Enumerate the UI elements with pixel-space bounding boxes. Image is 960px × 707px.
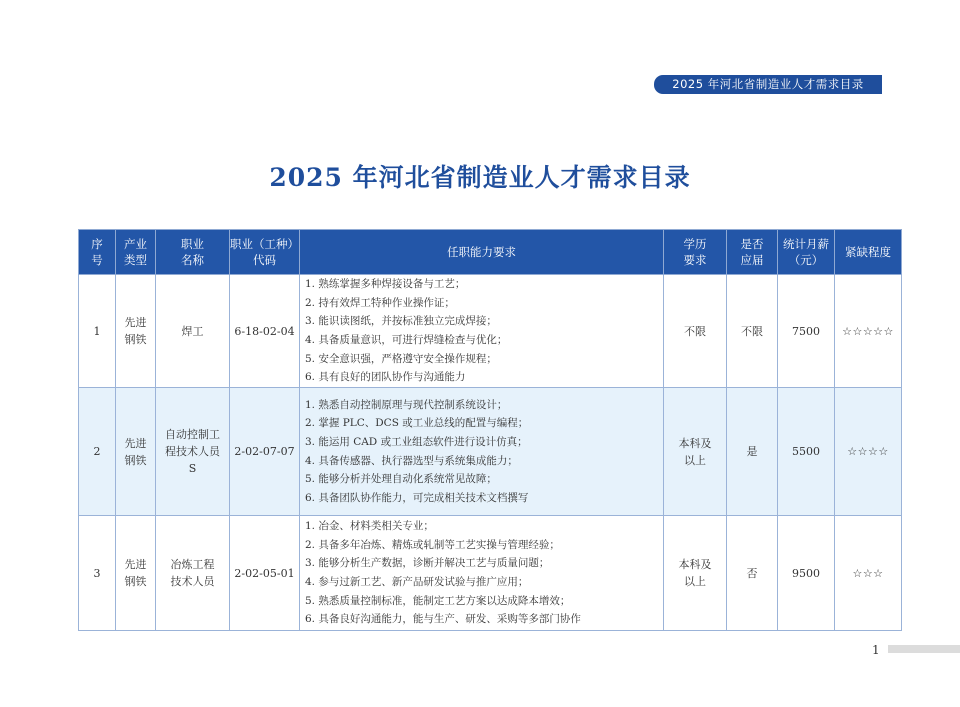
- table-row: [79, 388, 902, 516]
- requirement-item: 4. 参与过新工艺、新产品研发试验与推广应用；: [305, 576, 529, 588]
- page-title: 2025 年河北省制造业人才需求目录: [269, 163, 691, 192]
- cell-fresh-grad: 是: [727, 388, 778, 516]
- page-number: 1: [872, 643, 880, 657]
- star-rating: ☆☆☆☆☆: [842, 324, 894, 338]
- requirement-item: 6. 具备良好沟通能力，能与生产、研发、采购等多部门协作: [305, 613, 581, 626]
- requirement-item: 5. 能够分析并处理自动化系统常见故障；: [305, 473, 497, 486]
- header-shortage: 紧缺程度: [835, 230, 902, 275]
- header-badge: 2025 年河北省制造业人才需求目录: [654, 75, 882, 94]
- header-salary: 统计月薪 （元）: [778, 230, 835, 275]
- cell-salary: 5500: [778, 388, 835, 516]
- table-row: [79, 516, 902, 631]
- cell-seq: 1: [79, 275, 116, 388]
- requirement-item: 3. 能识读图纸，并按标准独立完成焊接；: [305, 315, 497, 328]
- cell-industry: 先进 钢铁: [116, 516, 156, 631]
- header-seq: 序 号: [79, 230, 116, 275]
- star-rating: ☆☆☆: [852, 566, 884, 580]
- page-footer-bar: [888, 645, 960, 653]
- header-job-name: 职业 名称: [156, 230, 230, 275]
- cell-shortage-stars: [835, 275, 902, 388]
- cell-shortage-stars: [835, 516, 902, 631]
- requirement-item: 6. 具有良好的团队协作与沟通能力: [305, 371, 466, 384]
- requirement-item: 1. 冶金、材料类相关专业；: [305, 520, 434, 533]
- header-education: 学历 要求: [664, 230, 727, 275]
- cell-job-name: 焊工: [156, 275, 230, 388]
- cell-seq: 3: [79, 516, 116, 631]
- cell-shortage-stars: [835, 388, 902, 516]
- header-fresh-grad: 是否 应届: [727, 230, 778, 275]
- cell-job-code: 2-02-05-01: [230, 516, 300, 631]
- cell-requirements: [300, 275, 664, 388]
- cell-education: 本科及 以上: [664, 388, 727, 516]
- requirement-item: 5. 安全意识强，严格遵守安全操作规程；: [305, 352, 497, 365]
- cell-job-code: 2-02-07-07: [230, 388, 300, 516]
- header-requirements: 任职能力要求: [300, 230, 664, 275]
- cell-seq: 2: [79, 388, 116, 516]
- cell-education: 本科及 以上: [664, 516, 727, 631]
- requirement-item: 1. 熟练掌握多种焊接设备与工艺；: [305, 278, 466, 291]
- header-job-code: 职业（工种） 代码: [230, 230, 300, 275]
- cell-industry: 先进 钢铁: [116, 275, 156, 388]
- table-row: [79, 275, 902, 388]
- requirement-item: 6. 具备团队协作能力，可完成相关技术文档撰写: [305, 491, 529, 504]
- requirement-item: 2. 持有效焊工特种作业操作证；: [305, 296, 455, 309]
- requirement-item: 3. 能运用 CAD 或工业组态软件进行设计仿真；: [305, 435, 528, 448]
- cell-requirements: [300, 388, 664, 516]
- cell-job-name: 冶炼工程 技术人员: [156, 516, 230, 631]
- cell-fresh-grad: 否: [727, 516, 778, 631]
- star-rating: ☆☆☆☆: [847, 445, 889, 458]
- cell-industry: 先进 钢铁: [116, 388, 156, 516]
- requirement-item: 1. 熟悉自动控制原理与现代控制系统设计；: [305, 398, 508, 411]
- cell-salary: 7500: [778, 275, 835, 388]
- cell-job-name: 自动控制工 程技术人员 S: [156, 388, 230, 516]
- requirement-item: 4. 具备传感器、执行器选型与系统集成能力；: [305, 454, 518, 467]
- cell-salary: 9500: [778, 516, 835, 631]
- table-header-row: [79, 230, 902, 275]
- cell-job-code: 6-18-02-04: [230, 275, 300, 388]
- requirement-item: 4. 具备质量意识，可进行焊缝检查与优化；: [305, 334, 508, 346]
- talent-demand-table: [78, 229, 902, 631]
- requirement-item: 3. 能够分析生产数据，诊断并解决工艺与质量问题；: [305, 557, 550, 570]
- cell-requirements: [300, 516, 664, 631]
- requirement-item: 5. 熟悉质量控制标准，能制定工艺方案以达成降本增效；: [305, 594, 571, 607]
- requirement-item: 2. 掌握 PLC、DCS 或工业总线的配置与编程；: [305, 417, 529, 430]
- header-industry: 产业 类型: [116, 230, 156, 275]
- requirement-item: 2. 具备多年冶炼、精炼或轧制等工艺实操与管理经验；: [305, 538, 560, 551]
- cell-fresh-grad: 不限: [727, 275, 778, 388]
- cell-education: 不限: [664, 275, 727, 388]
